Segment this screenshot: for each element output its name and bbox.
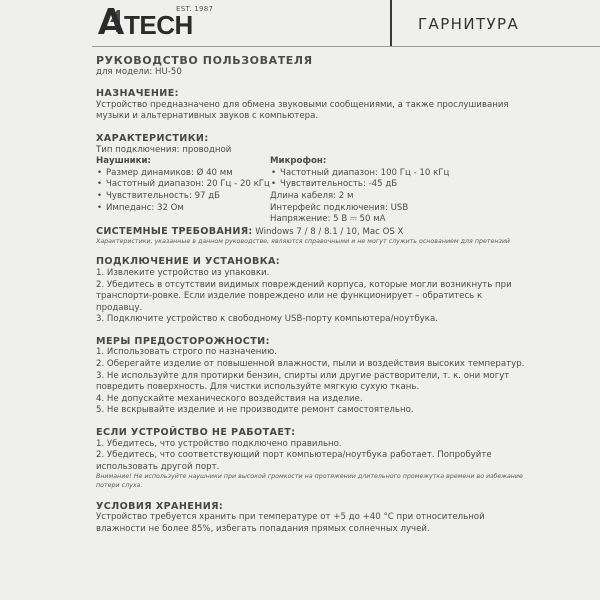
section-title: УСЛОВИЯ ХРАНЕНИЯ: xyxy=(96,500,224,512)
cable-length: Длина кабеля: 2 м xyxy=(270,190,354,201)
specs-columns xyxy=(96,145,526,226)
list-item: 5. Не вскрывайте изделие и не производите ремонт самостоятельно. xyxy=(96,405,414,416)
list-item: 1. Извлеките устройство из упаковки. xyxy=(96,267,270,278)
connection-type: Тип подключения: проводной xyxy=(96,144,232,155)
list-item: 2. Убедитесь в отсутствии видимых повреждений корпуса, которые могли возникнуть при транспорти-ровке. Если изделие повреждено или не функционирует – обратитесь к продавцу. xyxy=(96,279,512,313)
section-title: ХАРАКТЕРИСТИКИ: xyxy=(96,132,209,144)
sysreq-title: СИСТЕМНЫЕ ТРЕБОВАНИЯ: xyxy=(96,225,253,237)
spec-item: • Импеданс: 32 Ом xyxy=(96,203,270,215)
spec-item: • Чувствительность: -45 дБ xyxy=(270,179,490,191)
specs-left xyxy=(96,145,270,226)
header-divider xyxy=(390,0,392,46)
section-title: ЕСЛИ УСТРОЙСТВО НЕ РАБОТАЕТ: xyxy=(96,427,296,439)
section-title: ПОДКЛЮЧЕНИЕ И УСТАНОВКА: xyxy=(96,256,281,268)
specs-right xyxy=(270,145,490,226)
headphones-title: Наушники: xyxy=(96,156,151,167)
list-item: 3. Не используйте для протирки бензин, спирты или другие растворители, т. к. они могут повредить поверхность. Для чистки используйте мягкую сухую ткань. xyxy=(96,370,510,393)
spec-item: • Частотный диапазон: 20 Гц - 20 кГц xyxy=(96,179,270,191)
hearing-warning: Внимание! Не используйте наушники при высокой громкости на протяжении длительного промежутка времени во избежание потери слуха. xyxy=(96,473,523,489)
list-item: 2. Убедитесь, что соответствующий порт компьютера/ноутбука работает. Попробуйте использовать другой порт. xyxy=(96,450,492,472)
section-precautions xyxy=(96,336,526,417)
purpose-text: Устройство предназначено для обмена звуковыми сообщениями, а также прослушивания музыки и альтернативных звуков с компьютера. xyxy=(96,99,509,122)
content xyxy=(96,55,526,535)
header xyxy=(0,0,600,52)
list-item: 1. Убедитесь, что устройство подключено правильно. xyxy=(96,438,342,449)
section-specs xyxy=(96,133,526,246)
page-title: ГАРНИТУРА xyxy=(418,15,520,33)
spec-item: • Размер динамиков: Ø 40 мм xyxy=(96,168,270,180)
manual-title: РУКОВОДСТВО ПОЛЬЗОВАТЕЛЯ xyxy=(96,54,313,67)
spec-item: • Чувствительность: 97 дБ xyxy=(96,191,270,203)
section-install xyxy=(96,256,526,326)
system-requirements xyxy=(96,226,526,239)
voltage: Напряжение: 5 В ⎓ 50 мА xyxy=(270,214,386,225)
list-item: 2. Оберегайте изделие от повышенной влажности, пыли и воздействия высоких температур. xyxy=(96,359,525,370)
list-item: 1. Использовать строго по назначению. xyxy=(96,347,277,358)
section-purpose xyxy=(96,88,526,123)
footnote: Характеристики, указанные в данном руководстве, являются справочными и не могут служить основанием для претензий xyxy=(96,238,511,246)
list-item: 4. Не допускайте механического воздействия на изделие. xyxy=(96,393,363,404)
mic-title: Микрофон: xyxy=(270,156,327,167)
list-item: 3. Подключите устройство к свободному USB-порту компьютера/ноутбука. xyxy=(96,314,438,325)
svg-text:TECH: TECH xyxy=(124,10,193,36)
sysreq-value: Windows 7 / 8 / 8.1 / 10, Mac OS X xyxy=(255,226,404,237)
est-label: EST. 1987 xyxy=(176,5,214,13)
section-title: НАЗНАЧЕНИЕ: xyxy=(96,88,179,100)
section-troubleshoot xyxy=(96,427,526,473)
section-storage xyxy=(96,501,526,536)
header-rule xyxy=(92,46,600,47)
spec-item: • Частотный диапазон: 100 Гц - 10 кГц xyxy=(270,168,490,180)
storage-text: Устройство требуется хранить при температуре от +5 до +40 °С при относительной влажности не более 85%, избегать попадания прямых солнечных лучей. xyxy=(96,512,485,534)
interface: Интерфейс подключения: USB xyxy=(270,202,409,213)
section-title: МЕРЫ ПРЕДОСТОРОЖНОСТИ: xyxy=(96,335,270,347)
model-label: для модели: HU-50 xyxy=(96,66,182,77)
